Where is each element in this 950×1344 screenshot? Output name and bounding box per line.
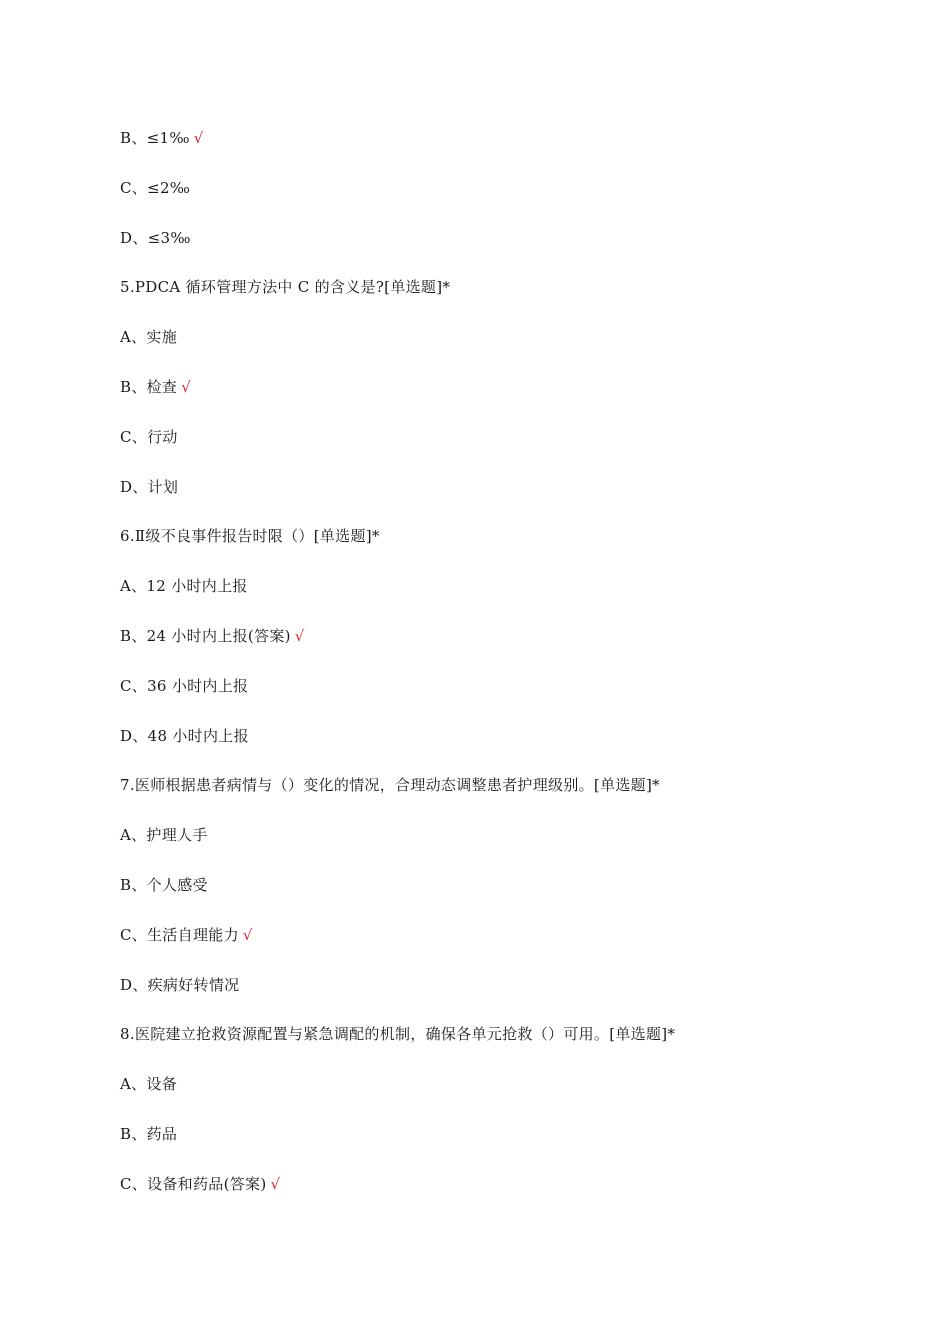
checkmark-icon: √ <box>270 1174 281 1193</box>
option-label: C、36 小时内上报 <box>120 676 249 695</box>
option-label: A、设备 <box>120 1075 178 1094</box>
option-label: D、≤3‰ <box>120 228 191 247</box>
option-label: C、≤2‰ <box>120 178 191 197</box>
answer-option <box>120 126 880 176</box>
option-label: C、行动 <box>120 427 178 446</box>
question-text <box>120 1022 880 1072</box>
question-label: 5.PDCA 循环管理方法中 C 的含义是?[单选题]* <box>120 278 451 297</box>
answer-option <box>120 1072 880 1122</box>
option-label: D、48 小时内上报 <box>120 726 249 745</box>
option-label: A、实施 <box>120 328 178 347</box>
answer-option <box>120 226 880 276</box>
option-label: A、12 小时内上报 <box>120 577 248 596</box>
question-label: 7.医师根据患者病情与（）变化的情况，合理动态调整患者护理级别。[单选题]* <box>120 776 660 795</box>
option-label: C、生活自理能力 <box>120 925 239 944</box>
question-text <box>120 773 880 823</box>
answer-option <box>120 325 880 375</box>
answer-option <box>120 1122 880 1172</box>
answer-option <box>120 425 880 475</box>
checkmark-icon: √ <box>294 626 305 645</box>
document-page <box>120 126 880 1222</box>
option-label: B、个人感受 <box>120 875 208 894</box>
answer-option <box>120 1172 880 1222</box>
option-label: B、药品 <box>120 1124 178 1143</box>
answer-option <box>120 475 880 525</box>
option-label: B、24 小时内上报(答案) <box>120 626 291 645</box>
answer-option <box>120 574 880 624</box>
answer-option <box>120 176 880 226</box>
answer-option <box>120 973 880 1023</box>
answer-option <box>120 873 880 923</box>
option-label: C、设备和药品(答案) <box>120 1174 267 1193</box>
answer-option <box>120 923 880 973</box>
answer-option <box>120 624 880 674</box>
question-text <box>120 524 880 574</box>
checkmark-icon: √ <box>181 377 192 396</box>
question-label: 6.Ⅱ级不良事件报告时限（）[单选题]* <box>120 527 380 546</box>
answer-option <box>120 823 880 873</box>
answer-option <box>120 724 880 774</box>
checkmark-icon: √ <box>193 129 204 147</box>
option-label: B、≤1‰ <box>120 129 190 147</box>
option-label: D、疾病好转情况 <box>120 975 240 994</box>
question-label: 8.医院建立抢救资源配置与紧急调配的机制，确保各单元抢救（）可用。[单选题]* <box>120 1025 676 1044</box>
question-text <box>120 275 880 325</box>
answer-option <box>120 674 880 724</box>
option-label: A、护理人手 <box>120 826 208 845</box>
checkmark-icon: √ <box>242 925 253 944</box>
option-label: D、计划 <box>120 477 179 496</box>
option-label: B、检查 <box>120 377 178 396</box>
answer-option <box>120 375 880 425</box>
